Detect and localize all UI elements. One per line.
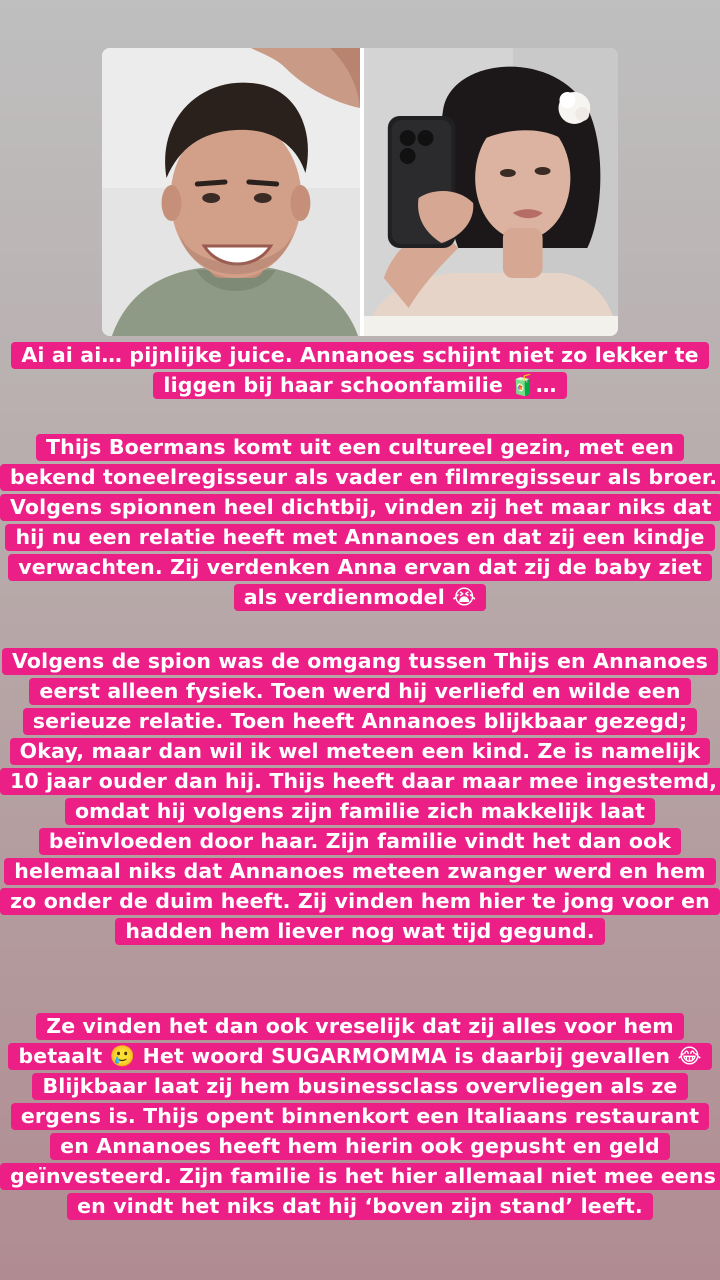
woman-mirror-selfie-photo: [364, 48, 618, 336]
story-photo-collage: [102, 48, 618, 336]
story-paragraph-money: [0, 1011, 720, 1221]
story-paragraph-family: [0, 432, 720, 612]
story-paragraph-intro: [0, 340, 720, 400]
story-paragraph-text: Ai ai ai… pijnlijke juice. Annanoes schijnt niet zo lekker te liggen bij haar schoonfamilie 🧃…: [11, 342, 708, 399]
man-selfie-photo: [102, 48, 360, 336]
story-paragraph-text: Thijs Boermans komt uit een cultureel gezin, met een bekend toneelregisseur als vader en filmregisseur als broer. Volgens spionnen heel dichtbij, vinden zij het maar niks dat hij nu een relatie heeft met Annanoes en dat zij een kindje verwachten. Zij verdenken Anna ervan dat zij de baby ziet als verdienmodel 😭: [0, 434, 720, 611]
story-paragraph-text: Ze vinden het dan ook vreselijk dat zij alles voor hem betaalt 🥲 Het woord SUGARMOMMA is daarbij gevallen 😂 Blijkbaar laat zij hem businessclass overvliegen als ze ergens is. Thijs opent binnenkort een Italiaans restaurant en Annanoes heeft hem hierin ook gepusht en geld geïnvesteerd. Zijn familie is het hier allemaal niet mee eens en vindt het niks dat hij ‘boven zijn stand’ leeft.: [0, 1013, 720, 1220]
story-paragraph-text: Volgens de spion was de omgang tussen Thijs en Annanoes eerst alleen fysiek. Toen werd hij verliefd en wilde een serieuze relatie. Toen heeft Annanoes blijkbaar gezegd; Okay, maar dan wil ik wel meteen een kind. Ze is namelijk 10 jaar ouder dan hij. Thijs heeft daar maar mee ingestemd, omdat hij volgens zijn familie zich makkelijk laat beïnvloeden door haar. Zijn familie vindt het dan ook helemaal niks dat Annanoes meteen zwanger werd en hem zo onder de duim heeft. Zij vinden hem hier te jong voor en hadden hem liever nog wat tijd gegund.: [0, 648, 720, 945]
story-paragraph-spy: [0, 646, 720, 946]
